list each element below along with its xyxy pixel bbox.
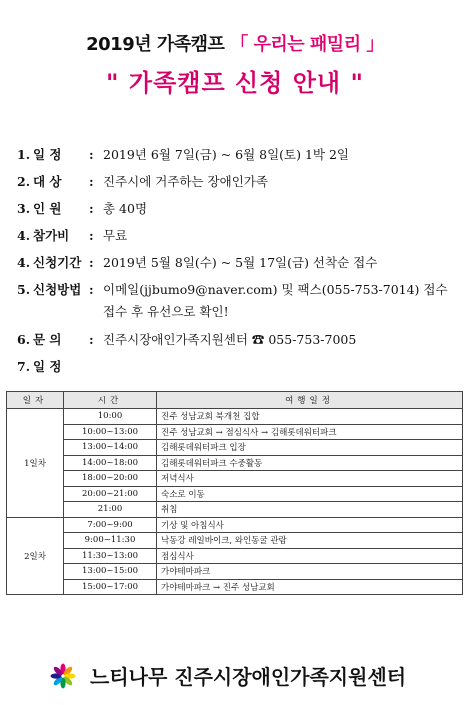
activity-cell: 김해롯데워터파크 수중활동 — [157, 455, 463, 471]
time-cell: 21:00 — [64, 502, 157, 518]
activity-cell: 김해롯데워터파크 입장 — [157, 440, 463, 456]
info-number: 4. — [17, 255, 31, 270]
page-title: " 가족캠프 신청 안내 " — [106, 69, 364, 97]
time-cell: 20:00~21:00 — [64, 486, 157, 502]
info-number: 7. — [17, 359, 31, 374]
info-label: 대 상 — [33, 174, 62, 189]
time-cell: 13:00~14:00 — [64, 440, 157, 456]
time-cell: 10:00~13:00 — [64, 424, 157, 440]
info-value: 진주시에 거주하는 장애인가족 — [103, 174, 268, 189]
table-row — [7, 424, 463, 440]
info-value: 이메일(jjbumo9@naver.com) 및 팩스(055-753-7014) 접수 — [103, 282, 448, 297]
time-cell: 10:00 — [64, 409, 157, 425]
pinwheel-logo-icon — [50, 663, 76, 689]
info-label: 문 의 — [33, 332, 62, 347]
table-row — [7, 564, 463, 580]
table-row — [7, 502, 463, 518]
info-colon: : — [89, 228, 94, 243]
activity-cell: 점심식사 — [157, 548, 463, 564]
info-row-contact — [17, 330, 467, 357]
activity-cell: 숙소로 이동 — [157, 486, 463, 502]
table-row — [7, 533, 463, 549]
table-row — [7, 455, 463, 471]
info-colon: : — [89, 332, 94, 347]
table-row — [7, 409, 463, 425]
info-row-period — [17, 253, 467, 280]
info-row-fee — [17, 226, 467, 253]
column-header-day: 일자 — [7, 392, 64, 409]
info-number: 5. — [17, 282, 31, 297]
info-value: 2019년 6월 7일(금) ~ 6월 8일(토) 1박 2일 — [103, 147, 349, 162]
info-colon: : — [89, 147, 94, 162]
info-value-note: 접수 후 유선으로 확인! — [103, 304, 229, 319]
info-number: 1. — [17, 147, 31, 162]
schedule-header-row — [7, 392, 463, 409]
activity-cell: 저녁식사 — [157, 471, 463, 487]
info-colon: : — [89, 201, 94, 216]
info-label: 인 원 — [33, 201, 62, 216]
column-header-time: 시간 — [64, 392, 157, 409]
table-row — [7, 517, 463, 533]
activity-cell: 진주 성남교회 북개천 집합 — [157, 409, 463, 425]
info-number: 6. — [17, 332, 31, 347]
info-colon: : — [89, 282, 94, 297]
organization-name: 느티나무 진주시장애인가족지원센터 — [90, 665, 407, 689]
footer-organization — [50, 661, 470, 690]
info-label: 일 정 — [33, 147, 62, 162]
info-number: 3. — [17, 201, 31, 216]
table-row — [7, 548, 463, 564]
camp-title-theme: 「 우리는 패밀리 」 — [230, 34, 384, 55]
time-cell: 13:00~15:00 — [64, 564, 157, 580]
column-header-itinerary: 여행일정 — [157, 392, 463, 409]
time-cell: 7:00~9:00 — [64, 517, 157, 533]
schedule-table — [6, 391, 463, 595]
time-cell: 9:00~11:30 — [64, 533, 157, 549]
info-number: 2. — [17, 174, 31, 189]
camp-title — [0, 30, 470, 56]
info-label: 참가비 — [33, 228, 70, 243]
time-cell: 11:30~13:00 — [64, 548, 157, 564]
info-value: 무료 — [103, 228, 128, 243]
activity-cell: 가야테마파크 → 진주 성남교회 — [157, 579, 463, 595]
activity-cell: 가야테마파크 — [157, 564, 463, 580]
info-colon: : — [89, 255, 94, 270]
info-row-itinerary — [17, 357, 467, 384]
activity-cell: 진주 성남교회 → 점심식사 → 김해롯데워터파크 — [157, 424, 463, 440]
camp-title-main: 2019년 가족캠프 — [86, 34, 225, 55]
info-number: 4. — [17, 228, 31, 243]
table-row — [7, 486, 463, 502]
time-cell: 14:00~18:00 — [64, 455, 157, 471]
info-label: 신청방법 — [33, 282, 82, 297]
time-cell: 15:00~17:00 — [64, 579, 157, 595]
table-row — [7, 440, 463, 456]
info-label: 일 정 — [33, 359, 62, 374]
info-label: 신청기간 — [33, 255, 82, 270]
info-row-capacity — [17, 199, 467, 226]
info-list — [17, 145, 467, 384]
info-value: 2019년 5월 8일(수) ~ 5월 17일(금) 선착순 접수 — [103, 255, 378, 270]
info-row-target — [17, 172, 467, 199]
info-value: 진주시장애인가족지원센터 ☎ 055-753-7005 — [103, 332, 357, 347]
day-cell: 2일차 — [7, 517, 64, 595]
day-cell: 1일차 — [7, 409, 64, 518]
activity-cell: 낙동강 레일바이크, 와인동굴 관람 — [157, 533, 463, 549]
activity-cell: 취침 — [157, 502, 463, 518]
info-colon: : — [89, 174, 94, 189]
info-row-method — [17, 280, 467, 330]
info-value: 총 40명 — [103, 201, 148, 216]
activity-cell: 기상 및 아침식사 — [157, 517, 463, 533]
table-row — [7, 471, 463, 487]
info-row-schedule — [17, 145, 467, 172]
table-row — [7, 579, 463, 595]
time-cell: 18:00~20:00 — [64, 471, 157, 487]
